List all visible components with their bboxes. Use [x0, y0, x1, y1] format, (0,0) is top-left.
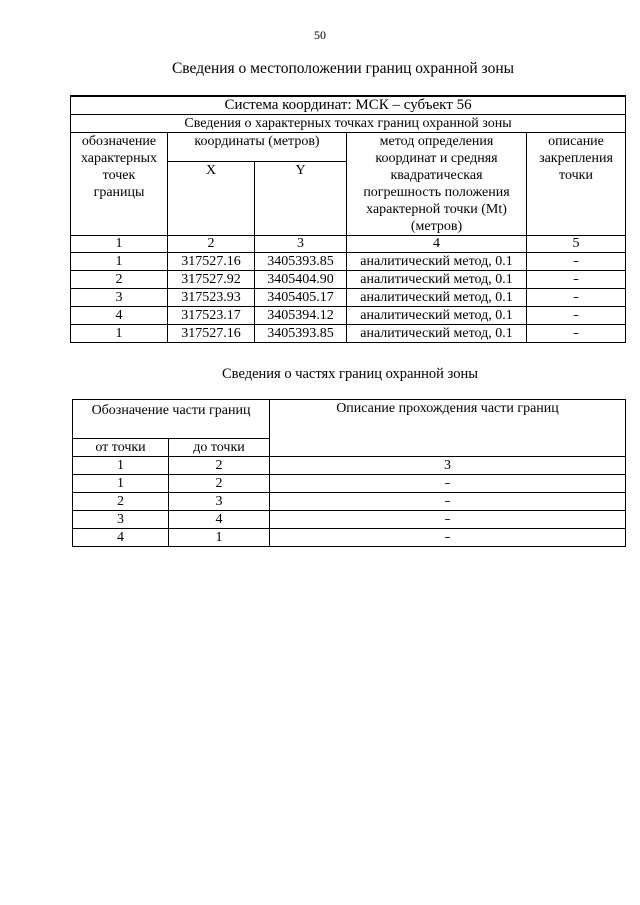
- point-header-line: точек: [102, 168, 136, 183]
- method-header-line: погрешность положения: [363, 185, 510, 200]
- coordinates-table: [70, 95, 626, 343]
- table-row: [71, 289, 626, 307]
- column-number: 1: [73, 457, 169, 475]
- column-number: 5: [527, 236, 626, 253]
- method-header: [347, 133, 527, 236]
- column-number: 4: [347, 236, 527, 253]
- column-number: 1: [71, 236, 168, 253]
- point-header-line: границы: [93, 185, 145, 200]
- desc-cell: –: [527, 307, 626, 325]
- method-header-line: характерной точки (Mt): [366, 202, 507, 217]
- page-number: 50: [314, 28, 326, 42]
- y-cell: 3405393.85: [255, 253, 347, 271]
- y-cell: 3405404.90: [255, 271, 347, 289]
- y-cell: 3405405.17: [255, 289, 347, 307]
- method-header-line: метод определения: [379, 134, 494, 149]
- table-row: [73, 493, 626, 511]
- point-cell: 1: [71, 253, 168, 271]
- coordinate-system: Система координат: МСК – субъект 56: [71, 96, 626, 115]
- desc-cell: –: [527, 289, 626, 307]
- desc-cell: –: [527, 325, 626, 343]
- part-desc-cell: –: [270, 511, 626, 529]
- part-desc-cell: –: [270, 493, 626, 511]
- point-header: [71, 133, 168, 236]
- table-row: [73, 475, 626, 493]
- part-desc-header: Описание прохождения части границ: [270, 400, 626, 457]
- x-cell: 317523.93: [168, 289, 255, 307]
- part-desc-cell: –: [270, 475, 626, 493]
- point-header-line: обозначение: [81, 134, 157, 149]
- desc-header-line: описание: [548, 134, 604, 149]
- x-cell: 317523.17: [168, 307, 255, 325]
- part-desc-cell: –: [270, 529, 626, 547]
- table-row: [71, 271, 626, 289]
- method-cell: аналитический метод, 0.1: [347, 271, 527, 289]
- x-cell: 317527.92: [168, 271, 255, 289]
- column-number: 2: [169, 457, 270, 475]
- table-row: [71, 307, 626, 325]
- point-cell: 3: [71, 289, 168, 307]
- column-number: 3: [255, 236, 347, 253]
- method-header-line: координат и средняя: [375, 151, 498, 166]
- point-cell: 1: [71, 325, 168, 343]
- parts-heading: Сведения о частях границ охранной зоны: [222, 366, 478, 382]
- table-subtitle: Сведения о характерных точках границ охранной зоны: [71, 115, 626, 133]
- table-row: [71, 253, 626, 271]
- point-header-line: характерных: [80, 151, 158, 166]
- to-cell: 3: [169, 493, 270, 511]
- to-cell: 4: [169, 511, 270, 529]
- x-header: X: [168, 162, 255, 236]
- y-cell: 3405393.85: [255, 325, 347, 343]
- location-heading: Сведения о местоположении границ охранной зоны: [171, 60, 515, 77]
- y-header: Y: [255, 162, 347, 236]
- from-cell: 2: [73, 493, 169, 511]
- column-number: 3: [270, 457, 626, 475]
- y-cell: 3405394.12: [255, 307, 347, 325]
- method-header-line: квадратическая: [390, 168, 483, 183]
- method-cell: аналитический метод, 0.1: [347, 253, 527, 271]
- from-header: от точки: [73, 439, 169, 457]
- column-number: 2: [168, 236, 255, 253]
- desc-cell: –: [527, 253, 626, 271]
- table-row: [73, 529, 626, 547]
- desc-cell: –: [527, 271, 626, 289]
- method-header-line: (метров): [410, 219, 463, 234]
- table-row: [71, 325, 626, 343]
- x-cell: 317527.16: [168, 253, 255, 271]
- point-cell: 2: [71, 271, 168, 289]
- table-row: [73, 511, 626, 529]
- from-cell: 1: [73, 475, 169, 493]
- x-cell: 317527.16: [168, 325, 255, 343]
- to-cell: 1: [169, 529, 270, 547]
- part-header: Обозначение части границ: [73, 400, 270, 439]
- method-cell: аналитический метод, 0.1: [347, 325, 527, 343]
- to-header: до точки: [169, 439, 270, 457]
- method-cell: аналитический метод, 0.1: [347, 307, 527, 325]
- desc-header-line: закрепления: [539, 151, 613, 166]
- from-cell: 3: [73, 511, 169, 529]
- desc-header: [527, 133, 626, 236]
- method-cell: аналитический метод, 0.1: [347, 289, 527, 307]
- from-cell: 4: [73, 529, 169, 547]
- boundary-parts-table: [72, 399, 626, 547]
- point-cell: 4: [71, 307, 168, 325]
- desc-header-line: точки: [559, 168, 593, 183]
- coords-header: координаты (метров): [168, 133, 347, 162]
- to-cell: 2: [169, 475, 270, 493]
